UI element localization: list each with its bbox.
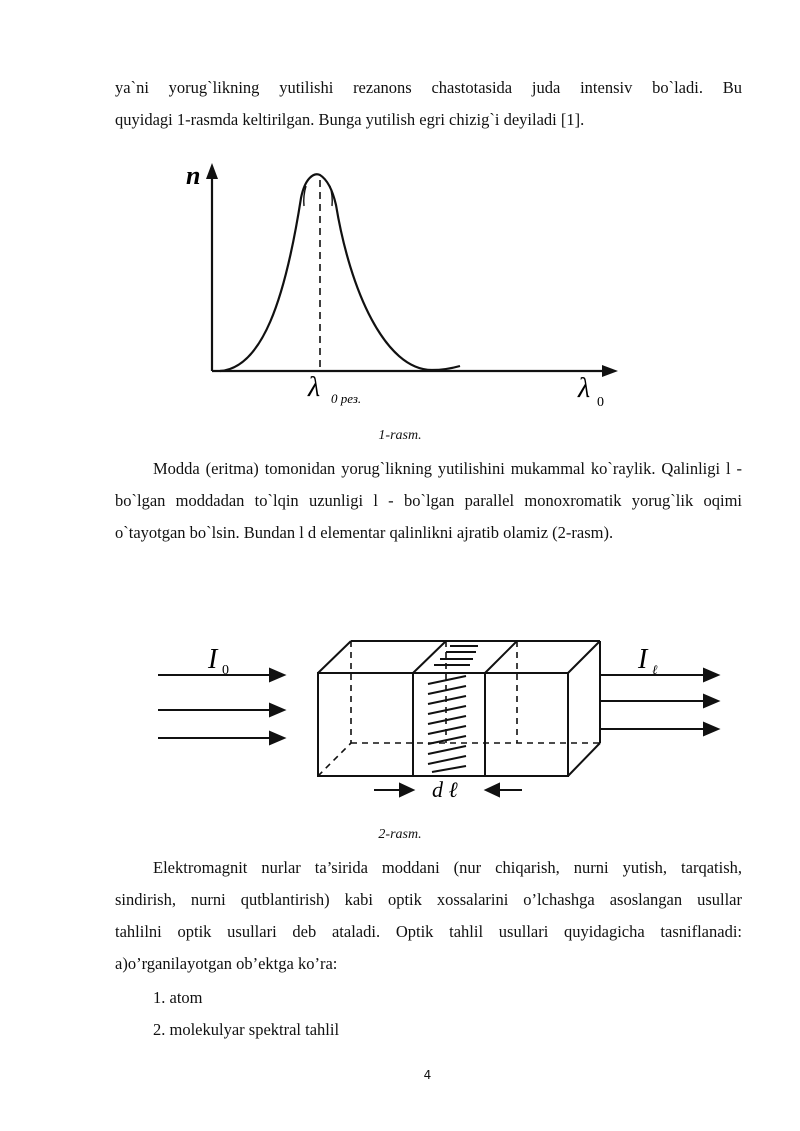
figure-1-x-arrow bbox=[602, 365, 618, 377]
page-number: 4 bbox=[423, 1068, 432, 1082]
cuvette-hidden-edges bbox=[318, 641, 600, 776]
figure-1-caption: 1-rasm. bbox=[378, 428, 422, 443]
figure-1-curve bbox=[220, 174, 460, 371]
transmitted-subscript: ℓ bbox=[652, 662, 658, 677]
figure-1-absorption-curve bbox=[0, 0, 800, 430]
incident-arrows bbox=[158, 669, 284, 744]
paragraph-3-line-2: sindirish, nurni qutblantirish) kabi optik xossalarini o’lchashga asoslangan usullar bbox=[115, 890, 742, 909]
figure-2-cuvette-diagram bbox=[0, 620, 800, 830]
figure-1-y-arrow bbox=[206, 163, 218, 179]
cuvette-box bbox=[318, 641, 600, 776]
figure-1-x-label: λ bbox=[578, 373, 591, 404]
incident-label: I bbox=[208, 644, 218, 675]
figure-2-caption: 2-rasm. bbox=[378, 827, 422, 842]
figure-1-peak-subscript: 0 рез. bbox=[331, 391, 362, 406]
element-hatching bbox=[428, 646, 478, 772]
transmitted-label: I bbox=[638, 644, 648, 675]
paragraph-2: Modda (eritma) tomonidan yorug`likning yutilishini mukammal ko`raylik. Qalinligi l - bo`lgan moddadan to`lqin uzunligi l - bo`lgan parallel monoxromatik yorug`lik oqimi o`tayotgan bo`lsin. Bundan l d elementar qalinlikni ajratib olamiz (2-rasm). bbox=[115, 459, 742, 542]
figure-1-x-subscript: 0 bbox=[597, 395, 604, 410]
incident-subscript: 0 bbox=[222, 663, 229, 678]
transmitted-arrows bbox=[600, 669, 718, 735]
figure-1-peak-label: λ bbox=[308, 372, 321, 403]
paragraph-3-line-1: Elektromagnit nurlar ta’sirida moddani (nur chiqarish, nurni yutish, tarqatish, bbox=[153, 858, 742, 877]
figure-1-y-label: n bbox=[186, 161, 201, 190]
list-item-atom: 1. atom bbox=[153, 988, 203, 1007]
thickness-label: d ℓ bbox=[432, 777, 458, 802]
paragraph-3-line-3: tahlilni optik usullari deb ataladi. Optik tahlil usullari quyidagicha tasniflanadi: bbox=[115, 922, 742, 941]
intro-line-1: ya`ni yorug`likning yutilishi rezanons chastotasida juda intensiv bo`ladi. Bu bbox=[115, 78, 742, 97]
paragraph-3-line-4: a)o’rganilayotgan ob’ektga ko’ra: bbox=[115, 954, 338, 973]
list-item-molecular: 2. molekulyar spektral tahlil bbox=[153, 1020, 340, 1039]
intro-line-2: quyidagi 1-rasmda keltirilgan. Bunga yutilish egri chizig`i deyiladi [1]. bbox=[115, 110, 585, 129]
